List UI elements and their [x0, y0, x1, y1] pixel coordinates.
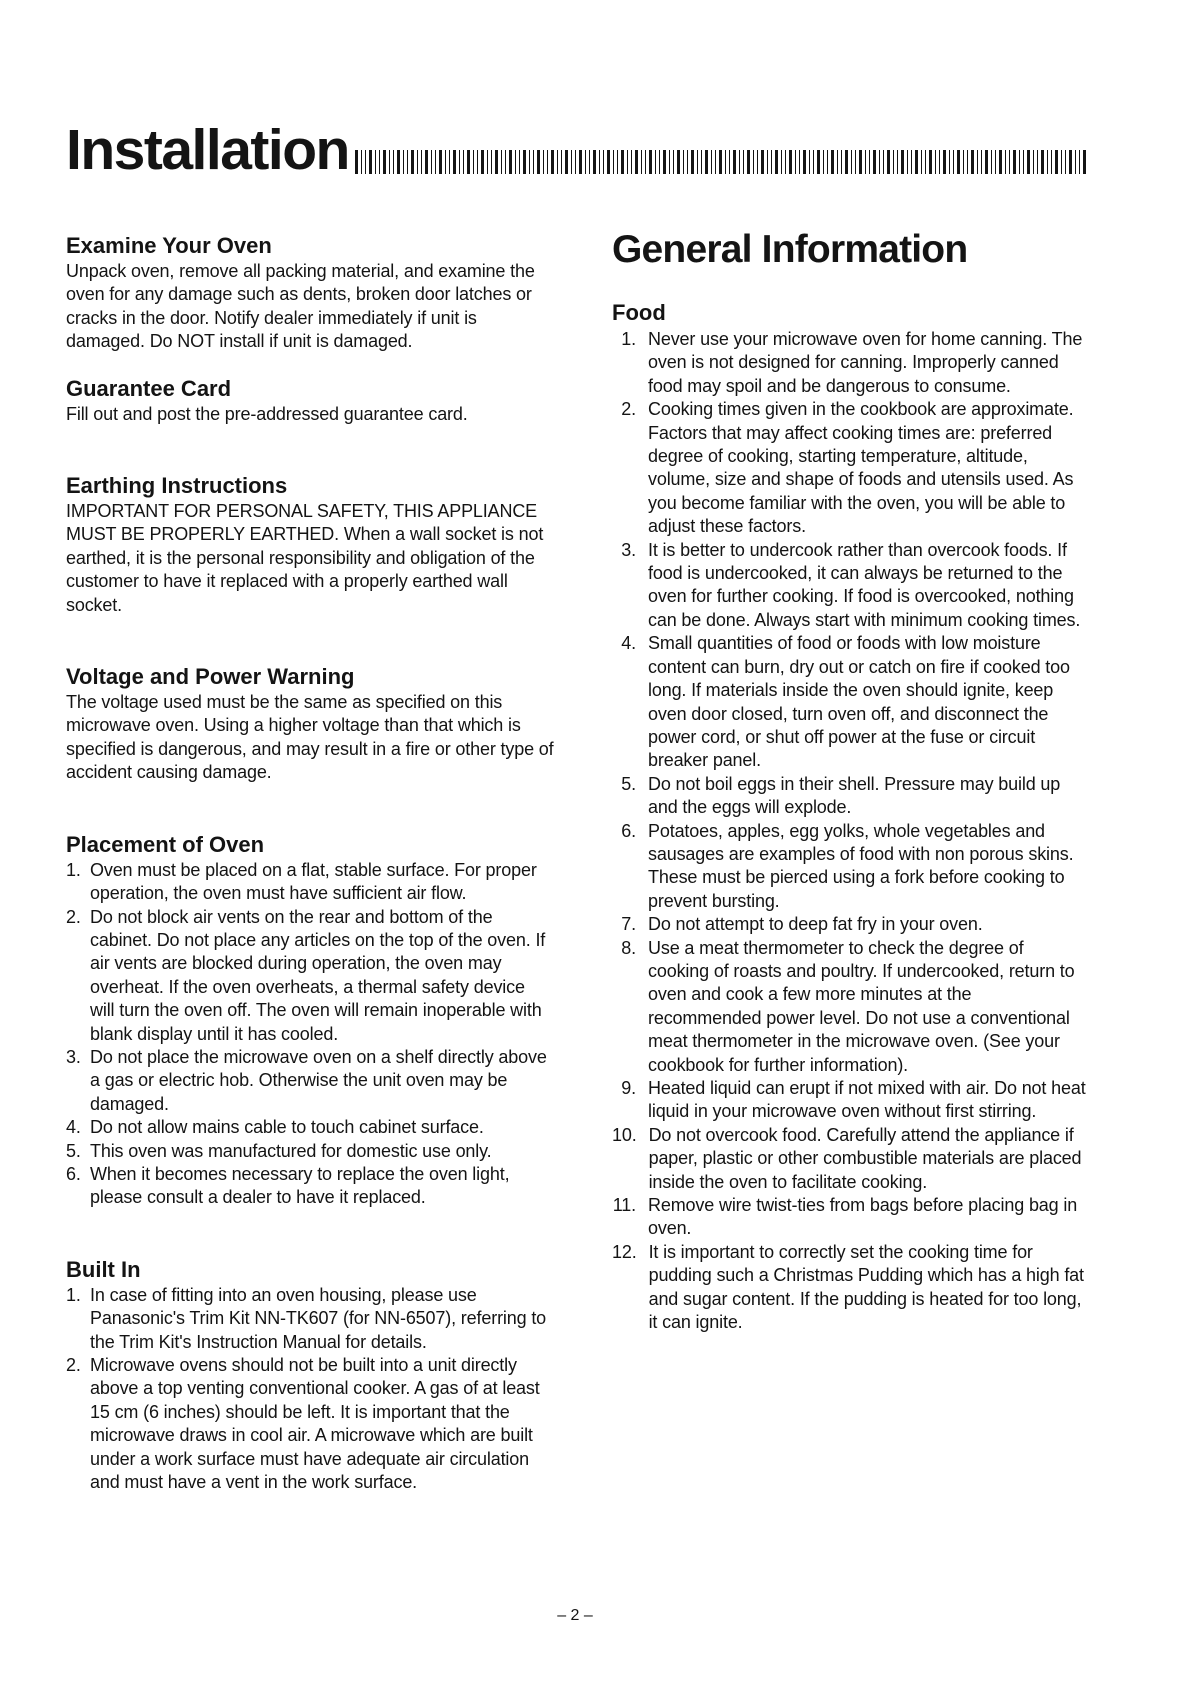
item-text: It is better to undercook rather than overcook foods. If food is undercooked, it can always be returned to the oven for further cooking. If food is overcooked, nothing can be done. Always start with minimum cooking times.	[648, 539, 1081, 630]
item-text: Cooking times given in the cookbook are approximate. Factors that may affect cooking times are: preferred degree of cooking, starting temperature, altitude, volume, size and shape of foods and utensils used. As you become familiar with the oven, you will be able to adjust these factors.	[648, 399, 1074, 537]
item-text: When it becomes necessary to replace the oven light, please consult a dealer to have it replaced.	[90, 1163, 510, 1208]
item-text: This oven was manufactured for domestic use only.	[90, 1140, 492, 1161]
item-number: 1.	[621, 329, 636, 349]
section-voltage-warning	[66, 664, 554, 785]
item-number: 5.	[621, 773, 636, 794]
section-heading: Examine Your Oven	[66, 233, 272, 258]
left-column	[66, 233, 554, 1494]
section-heading: Placement of Oven	[66, 831, 265, 857]
item-text: Do not place the microwave oven on a shelf directly above a gas or electric hob. Otherwise the unit oven may be damaged.	[90, 1046, 547, 1114]
list-item	[612, 1124, 1088, 1194]
item-number: 2.	[66, 1355, 81, 1375]
item-number: 4.	[66, 1117, 81, 1138]
section-heading: Guarantee Card	[66, 375, 232, 401]
food-list	[612, 328, 1088, 1334]
list-item	[612, 937, 1088, 1077]
item-text: Never use your microwave oven for home canning. The oven is not designed for canning. Improperly canned food may spoil and be dangerous to consume.	[648, 329, 1083, 396]
section-body: Fill out and post the pre-addressed guarantee card.	[66, 403, 468, 424]
section-placement-of-oven	[66, 832, 554, 1210]
list-item	[612, 1241, 1088, 1335]
item-number: 12.	[612, 1241, 637, 1262]
food-heading: Food	[612, 300, 666, 325]
page-number: – 2 –	[557, 1607, 593, 1624]
general-information-title: General Information	[612, 228, 968, 271]
placement-list	[66, 859, 554, 1210]
list-item	[612, 1194, 1088, 1241]
item-number: 11.	[612, 1195, 636, 1216]
list-item	[66, 1163, 554, 1210]
item-number: 2.	[66, 906, 81, 927]
section-built-in	[66, 1257, 554, 1495]
list-item	[612, 632, 1088, 772]
item-text: Heated liquid can erupt if not mixed with air. Do not heat liquid in your microwave oven without first stirring.	[648, 1078, 1086, 1122]
section-heading: Earthing Instructions	[66, 473, 288, 499]
item-text: Small quantities of food or foods with low moisture content can burn, dry out or catch on fire if cooked too long. If materials inside the oven should ignite, keep oven door closed, turn oven off, and disconnect the power cord, or shut off power at the fuse or circuit breaker panel.	[648, 633, 1070, 771]
item-number: 1.	[66, 1284, 81, 1305]
item-number: 10.	[612, 1124, 637, 1145]
list-item	[66, 1140, 554, 1163]
section-body: IMPORTANT FOR PERSONAL SAFETY, THIS APPLIANCE MUST BE PROPERLY EARTHED. When a wall socket is not earthed, it is the personal responsibility and obligation of the customer to have it replaced with a properly earthed wall socket.	[66, 501, 544, 615]
item-number: 4.	[621, 633, 636, 654]
item-number: 6.	[621, 820, 636, 841]
item-text: Use a meat thermometer to check the degree of cooking of roasts and poultry. If undercooked, return to oven and cook a few more minutes at the recommended power level. Do not use a conventional meat thermometer in the microwave oven. (See your cookbook for further information).	[648, 937, 1075, 1075]
section-examine-oven	[66, 233, 554, 354]
list-item	[66, 1284, 554, 1354]
item-text: Microwave ovens should not be built into a unit directly above a top venting conventional cooker. A gas of at least 15 cm (6 inches) should be left. It is important that the microwave draws in cool air. A microwave which are built under a work surface must have adequate air circulation and must have a vent in the work surface.	[90, 1355, 540, 1493]
list-item	[612, 913, 1088, 936]
list-item	[612, 539, 1088, 633]
item-number: 8.	[621, 937, 636, 958]
list-item	[66, 1354, 554, 1494]
item-text: In case of fitting into an oven housing, please use Panasonic's Trim Kit NN-TK607 (for NN-6507), referring to the Trim Kit's Instruction Manual for details.	[90, 1284, 547, 1352]
list-item	[612, 773, 1088, 820]
item-number: 3.	[66, 1046, 81, 1067]
section-body: The voltage used must be the same as specified on this microwave oven. Using a higher voltage than that which is specified is dangerous, and may result in a fire or other type of accident causing damage.	[66, 692, 554, 783]
page-header	[66, 116, 1086, 180]
title-decorative-rule	[355, 150, 1086, 174]
section-earthing-instructions	[66, 473, 554, 617]
list-item	[66, 1046, 554, 1116]
section-guarantee-card	[66, 376, 554, 426]
item-number: 7.	[621, 914, 636, 935]
list-item	[612, 1077, 1088, 1124]
list-item	[612, 820, 1088, 914]
right-column	[612, 228, 1088, 1334]
item-number: 2.	[621, 399, 636, 420]
item-text: It is important to correctly set the cooking time for pudding such a Christmas Pudding which has a high fat and sugar content. If the pudding is heated for too long, it can ignite.	[648, 1241, 1084, 1333]
page-title: Installation	[66, 118, 349, 180]
item-number: 9.	[621, 1078, 636, 1098]
list-item	[66, 859, 554, 906]
item-text: Do not attempt to deep fat fry in your oven.	[648, 914, 983, 935]
item-text: Do not allow mains cable to touch cabinet surface.	[90, 1117, 484, 1138]
item-number: 5.	[66, 1140, 81, 1161]
section-body: Unpack oven, remove all packing material, and examine the oven for any damage such as dents, broken door latches or cracks in the door. Notify dealer immediately if unit is damaged. Do NOT install if unit is damaged.	[66, 261, 535, 352]
section-heading: Built In	[66, 1256, 141, 1282]
list-item	[66, 1116, 554, 1139]
section-heading: Voltage and Power Warning	[66, 664, 355, 690]
item-number: 1.	[66, 859, 81, 880]
item-text: Remove wire twist-ties from bags before placing bag in oven.	[648, 1195, 1078, 1239]
item-text: Do not overcook food. Carefully attend the appliance if paper, plastic or other combustible materials are placed inside the oven to facilitate cooking.	[648, 1124, 1082, 1192]
list-item	[612, 398, 1088, 538]
item-number: 3.	[621, 539, 636, 560]
item-number: 6.	[66, 1163, 81, 1184]
item-text: Do not boil eggs in their shell. Pressure may build up and the eggs will explode.	[648, 773, 1061, 818]
item-text: Do not block air vents on the rear and bottom of the cabinet. Do not place any articles on the top of the oven. If air vents are blocked during operation, the oven may overheat. If the oven overheats, a thermal safety device will turn the oven off. The oven will remain inoperable with blank display until it has cooled.	[90, 906, 546, 1044]
item-text: Potatoes, apples, egg yolks, whole vegetables and sausages are examples of food with non porous skins. These must be pierced using a fork before cooking to prevent bursting.	[648, 820, 1074, 911]
item-text: Oven must be placed on a flat, stable surface. For proper operation, the oven must have sufficient air flow.	[90, 859, 537, 904]
list-item	[66, 906, 554, 1046]
built-in-list	[66, 1284, 554, 1495]
list-item	[612, 328, 1088, 398]
